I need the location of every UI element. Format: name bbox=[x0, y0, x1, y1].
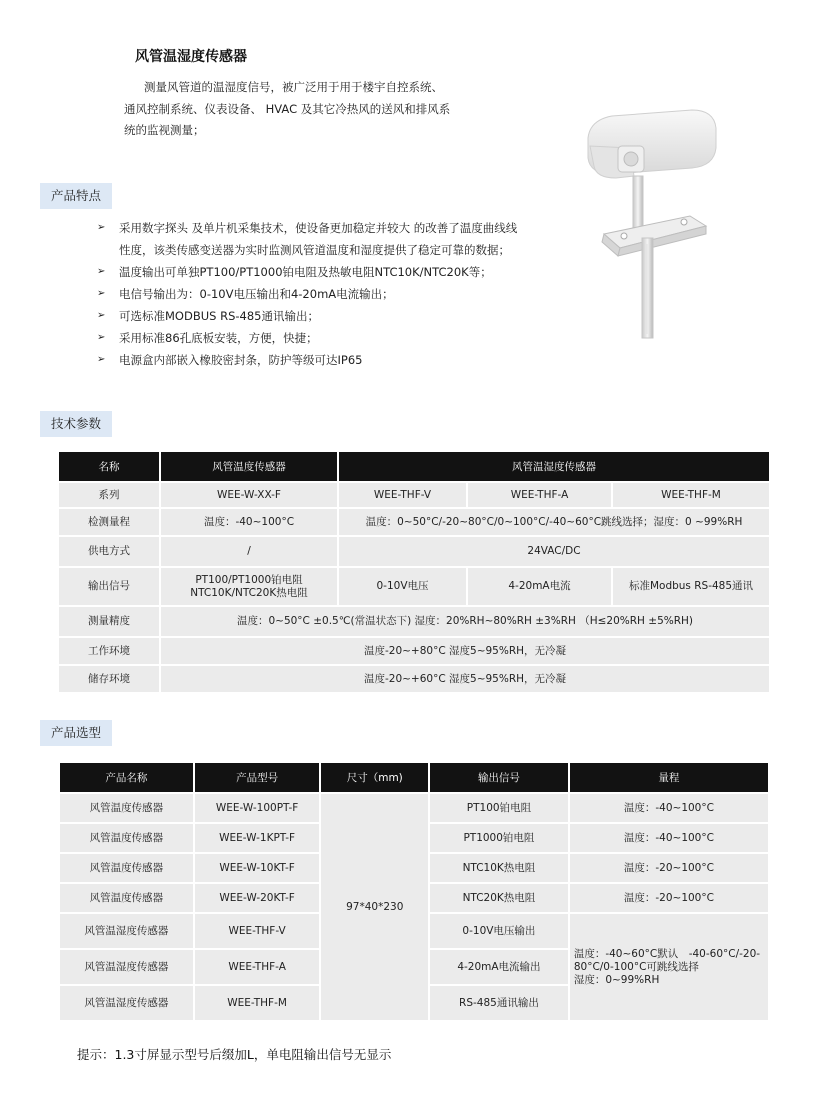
spec-label: 检测量程 bbox=[59, 509, 159, 535]
spec-value: WEE-THF-A bbox=[468, 483, 611, 507]
arrow-bullet-icon: ➢ bbox=[97, 222, 106, 233]
spec-header-cell: 名称 bbox=[59, 452, 159, 481]
product-signal: PT100铂电阻 bbox=[430, 794, 568, 822]
selection-header-cell: 量程 bbox=[570, 763, 768, 792]
feature-text: 采用数字探头 及单片机采集技术，使设备更加稳定并较大 的改善了温度曲线线 bbox=[119, 221, 518, 235]
feature-item bbox=[95, 283, 570, 305]
spec-label: 储存环境 bbox=[59, 666, 159, 692]
product-signal: NTC10K热电阻 bbox=[430, 854, 568, 882]
product-name: 风管温度传感器 bbox=[60, 884, 193, 912]
product-model: WEE-W-1KPT-F bbox=[195, 824, 320, 852]
selection-header-cell: 产品名称 bbox=[60, 763, 193, 792]
spec-value: 温度：-40~100°C bbox=[161, 509, 337, 535]
feature-item bbox=[95, 305, 570, 327]
spec-value: 4-20mA电流 bbox=[468, 568, 611, 605]
spec-value: 温度-20~+80°C 湿度5~95%RH，无冷凝 bbox=[161, 638, 769, 664]
product-signal: PT1000铂电阻 bbox=[430, 824, 568, 852]
selection-table bbox=[58, 761, 770, 1022]
spec-value: 0-10V电压 bbox=[339, 568, 466, 605]
intro-line: 通风控制系统、仪表设备、 HVAC 及其它冷热风的送风和排风系 bbox=[124, 101, 451, 116]
spec-row bbox=[59, 509, 769, 535]
feature-text: 温度输出可单独PT100/PT1000铂电阻及热敏电阻NTC10K/NTC20K等； bbox=[119, 265, 492, 279]
product-name: 风管温度传感器 bbox=[60, 854, 193, 882]
intro-line: 测量风管道的温湿度信号，被广泛用于用于楼宇自控系统、 bbox=[144, 80, 443, 94]
feature-text: 电信号输出为：0-10V电压输出和4-20mA电流输出； bbox=[119, 287, 394, 301]
product-name: 风管温湿度传感器 bbox=[60, 914, 193, 948]
spec-value: WEE-THF-M bbox=[613, 483, 769, 507]
product-signal: 0-10V电压输出 bbox=[430, 914, 568, 948]
selection-header-cell: 输出信号 bbox=[430, 763, 568, 792]
spec-label: 系列 bbox=[59, 483, 159, 507]
spec-label: 测量精度 bbox=[59, 607, 159, 636]
spec-table bbox=[57, 450, 771, 694]
doc-title: 风管温湿度传感器 bbox=[135, 49, 247, 65]
product-name: 风管温湿度传感器 bbox=[60, 950, 193, 984]
spec-row bbox=[59, 666, 769, 692]
specs-heading: 技术参数 bbox=[40, 411, 112, 437]
spec-value-line: PT100/PT1000铂电阻 bbox=[195, 573, 303, 586]
product-range: 温度：-20~100°C bbox=[570, 854, 768, 882]
feature-text: 可选标准MODBUS RS-485通讯输出； bbox=[119, 309, 319, 323]
feature-item-continued bbox=[95, 239, 570, 261]
arrow-bullet-icon: ➢ bbox=[97, 288, 106, 299]
feature-text: 采用标准86孔底板安装，方便，快捷； bbox=[119, 331, 318, 345]
intro-line: 统的监视测量； bbox=[124, 123, 205, 137]
arrow-bullet-icon: ➢ bbox=[97, 310, 106, 321]
selection-heading: 产品选型 bbox=[40, 720, 112, 746]
product-range bbox=[570, 914, 768, 1020]
product-range: 温度：-40~100°C bbox=[570, 824, 768, 852]
spec-value: WEE-W-XX-F bbox=[161, 483, 337, 507]
product-size: 97*40*230 bbox=[321, 794, 428, 1020]
product-model: WEE-W-20KT-F bbox=[195, 884, 320, 912]
product-name: 风管温湿度传感器 bbox=[60, 986, 193, 1020]
spec-row bbox=[59, 607, 769, 636]
product-model: WEE-THF-V bbox=[195, 914, 320, 948]
arrow-bullet-icon: ➢ bbox=[97, 266, 106, 277]
selection-header-cell: 尺寸（mm) bbox=[321, 763, 428, 792]
range-line: 80°C/0-100°C可跳线选择 bbox=[573, 960, 699, 973]
intro-paragraph bbox=[112, 77, 492, 142]
feature-text: 性度，该类传感变送器为实时监测风管道温度和湿度提供了稳定可靠的数据； bbox=[119, 243, 510, 257]
spec-value: 温度：0~50°C/-20~80°C/0~100°C/-40~60°C跳线选择；湿度：0 ~99%RH bbox=[339, 509, 769, 535]
product-signal: RS-485通讯输出 bbox=[430, 986, 568, 1020]
spec-row bbox=[59, 568, 769, 605]
features-heading: 产品特点 bbox=[40, 183, 112, 209]
spec-value: WEE-THF-V bbox=[339, 483, 466, 507]
product-signal: NTC20K热电阻 bbox=[430, 884, 568, 912]
product-range: 温度：-40~100°C bbox=[570, 794, 768, 822]
product-model: WEE-W-10KT-F bbox=[195, 854, 320, 882]
range-line: 湿度：0~99%RH bbox=[573, 973, 660, 986]
spec-value: / bbox=[161, 537, 337, 566]
spec-header-cell: 风管温度传感器 bbox=[161, 452, 337, 481]
product-name: 风管温度传感器 bbox=[60, 824, 193, 852]
spec-value: 24VAC/DC bbox=[339, 537, 769, 566]
feature-item bbox=[95, 349, 570, 371]
spec-label: 输出信号 bbox=[59, 568, 159, 605]
footnote: 提示：1.3寸屏显示型号后缀加L，单电阻输出信号无显示 bbox=[77, 1047, 392, 1062]
spec-row bbox=[59, 638, 769, 664]
product-photo bbox=[582, 108, 722, 344]
spec-row bbox=[59, 483, 769, 507]
product-signal: 4-20mA电流输出 bbox=[430, 950, 568, 984]
feature-item bbox=[95, 327, 570, 349]
product-name: 风管温度传感器 bbox=[60, 794, 193, 822]
arrow-bullet-icon: ➢ bbox=[97, 332, 106, 343]
feature-item bbox=[95, 261, 570, 283]
spec-row bbox=[59, 537, 769, 566]
product-model: WEE-W-100PT-F bbox=[195, 794, 320, 822]
product-range: 温度：-20~100°C bbox=[570, 884, 768, 912]
arrow-bullet-icon: ➢ bbox=[97, 354, 106, 365]
features-list bbox=[95, 217, 570, 371]
selection-header-cell: 产品型号 bbox=[195, 763, 320, 792]
spec-label: 供电方式 bbox=[59, 537, 159, 566]
spec-value bbox=[161, 568, 337, 605]
spec-value-line: NTC10K/NTC20K热电阻 bbox=[190, 586, 308, 599]
spec-value: 标准Modbus RS-485通讯 bbox=[613, 568, 769, 605]
spec-label: 工作环境 bbox=[59, 638, 159, 664]
product-model: WEE-THF-M bbox=[195, 986, 320, 1020]
spec-header-cell: 风管温湿度传感器 bbox=[339, 452, 769, 481]
product-model: WEE-THF-A bbox=[195, 950, 320, 984]
selection-row bbox=[60, 794, 768, 822]
spec-value: 温度-20~+60°C 湿度5~95%RH，无冷凝 bbox=[161, 666, 769, 692]
feature-text: 电源盒内部嵌入橡胶密封条，防护等级可达IP65 bbox=[119, 353, 363, 367]
range-line: 温度：-40~60°C默认 -40-60°C/-20- bbox=[573, 947, 761, 960]
spec-value: 温度：0~50°C ±0.5℃(常温状态下) 湿度：20%RH~80%RH ±3%RH （H≤20%RH ±5%RH) bbox=[161, 607, 769, 636]
feature-item bbox=[95, 217, 570, 239]
